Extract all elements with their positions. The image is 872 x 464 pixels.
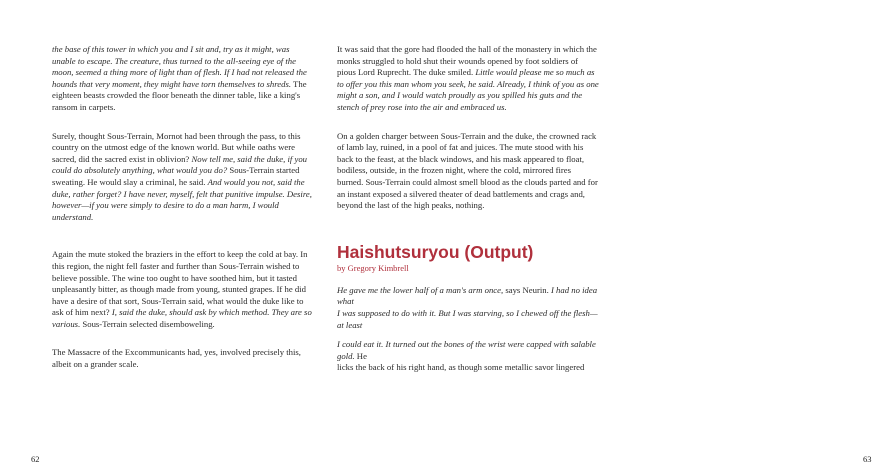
italic-passage: Little would please me so much as to offer you this man whom you seek, he said. Already, I think of you as one might a son, and I would watch proudly as you spilled his guts and the stench of prey rose into the air and embraced us. xyxy=(337,67,599,112)
poem-line xyxy=(337,308,599,331)
paragraph-3 xyxy=(52,249,314,330)
roman-passage: Sous-Terrain selected disemboweling. xyxy=(80,318,215,329)
italic-passage: I, said the duke, should ask by which method. They are so various. xyxy=(52,307,312,329)
italic-passage: Now tell me, said the duke, if you could do absolutely anything, what would you do? xyxy=(52,153,308,176)
section-title: Haishutsuryou (Output) xyxy=(337,241,534,262)
italic-passage: I could eat it. It turned out the bones of the wrist were capped with salable gold. xyxy=(337,339,596,361)
page-number-left: 62 xyxy=(31,454,40,464)
italic-passage: I had no idea what xyxy=(337,284,598,307)
right-page xyxy=(300,0,872,464)
roman-passage: says Neurin. xyxy=(503,284,551,295)
roman-passage: On a golden charger between Sous-Terrain and the duke, the crowned rack of lamb lay, ruined, in a pool of fat and juices. The mute stood with his back to the feast, at the black windows, and his mask appeared to float, bodiless, outside, in the frozen night, where the cold, mirrored fires burned. Sous-Terrain could almost smell blood as the clouds parted and for an instant exposed a silvered theater of dead battlements and crags and, beyond the last of the high peaks, nothing. xyxy=(337,130,598,211)
right-text-column xyxy=(337,44,599,374)
roman-passage: Sous-Terrain started sweating. He would slay a criminal, he said. xyxy=(52,165,300,187)
paragraph-2 xyxy=(52,131,314,224)
paragraph-1 xyxy=(337,44,599,114)
page-number-right: 63 xyxy=(863,454,872,464)
roman-passage: The Massacre of the Excommunicants had, yes, involved precisely this, albeit on a grander scale. xyxy=(52,347,301,370)
italic-passage: I was supposed to do with it. But I was starving, so I chewed off the flesh— at least xyxy=(337,307,598,330)
poem xyxy=(337,285,599,374)
paragraph-2 xyxy=(337,131,599,212)
roman-passage: licks the back of his right hand, as though some metallic savor lingered xyxy=(337,362,585,373)
roman-passage: Surely, thought Sous-Terrain, Mornot had been through the pass, to this country on the utmost edge of the known world. But while oaths were sacred, did the sacred exist in oblivion? xyxy=(52,130,301,164)
italic-passage: the base of this tower in which you and I sit and, try as it might, was unable to escape. The creature, thus turned to the all-seeing eye of the moon, seemed a thing more of light than of flesh. If I had not released the hounds that very moment, they might have torn themselves to shreds. xyxy=(52,44,307,89)
poem-line xyxy=(337,362,599,374)
paragraph-4 xyxy=(52,347,314,370)
byline: by Gregory Kimbrell xyxy=(337,262,409,273)
left-text-column xyxy=(52,44,314,371)
roman-passage: It was said that the gore had flooded the hall of the monastery in which the monks struggled to hold shut their wounds opened by foot soldiers of pious Lord Ruprecht. The duke smiled. xyxy=(337,44,597,78)
italic-passage: And would you not, said the duke, rather forget? I have never, myself, felt that punitive impulse. Desire, however—if you were simply to desire to do a man harm, I would understand. xyxy=(52,176,312,222)
roman-passage: Again the mute stoked the braziers in the effort to keep the cold at bay. In this region, the night fell faster and further than Sous-Terrain wished to believe possible. The wine too ought to have soothed him, but it tasted unpleasantly bitter, as though made from young, stunted grapes. If he did have a desire of that sort, Sous-Terrain said, what would the duke like to ask of him next? xyxy=(52,249,308,318)
italic-passage: He gave me the lower half of a man's arm once, xyxy=(337,284,504,295)
poem-line xyxy=(337,285,599,308)
roman-passage: The eighteen beasts crowded the floor beneath the dinner table, like a king's ransom in carpets. xyxy=(52,78,307,112)
poem-line xyxy=(337,339,599,362)
left-page xyxy=(0,0,312,464)
paragraph-1 xyxy=(52,44,314,114)
roman-passage: He xyxy=(354,350,367,361)
stanza-gap xyxy=(337,331,599,339)
